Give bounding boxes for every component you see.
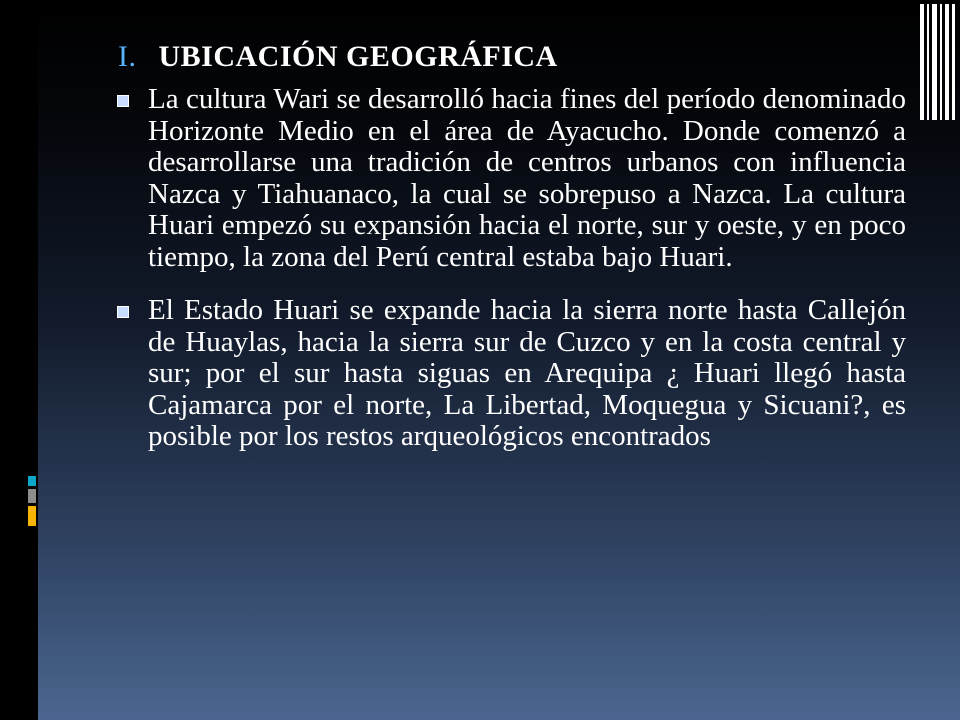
square-bullet-icon (117, 306, 129, 318)
left-accent-marks (28, 476, 36, 529)
left-strip (0, 0, 38, 720)
accent-mark-gray (28, 489, 36, 503)
bullet-item (114, 295, 906, 453)
accent-mark-gold (28, 506, 36, 526)
title-text: UBICACIÓN GEOGRÁFICA (158, 40, 558, 73)
square-bullet-icon (117, 95, 129, 107)
title-number: I. (118, 40, 137, 73)
bullet-text: El Estado Huari se expande hacia la sierra norte hasta Callejón de Huaylas, hacia la sierra sur de Cuzco y en la costa central y sur; por el sur hasta siguas en Arequipa ¿ Huari llegó hasta Cajamarca por el norte, La Libertad, Moquegua y Sicuani?, es posible por los restos arqueológicos encontrados (148, 294, 906, 452)
accent-mark-blue (28, 476, 36, 486)
bullet-text: La cultura Wari se desarrolló hacia fines del período denominado Horizonte Medio en el área de Ayacucho. Donde comenzó a desarrollarse una tradición de centros urbanos con influencia Nazca y Tiahuanaco, la cual se sobrepuso a Nazca. La cultura Huari empezó su expansión hacia el norte, sur y oeste, y en poco tiempo, la zona del Perú central estaba bajo Huari. (148, 83, 906, 273)
slide-title (118, 40, 558, 74)
bullet-list (114, 84, 906, 475)
bullet-item (114, 84, 906, 273)
